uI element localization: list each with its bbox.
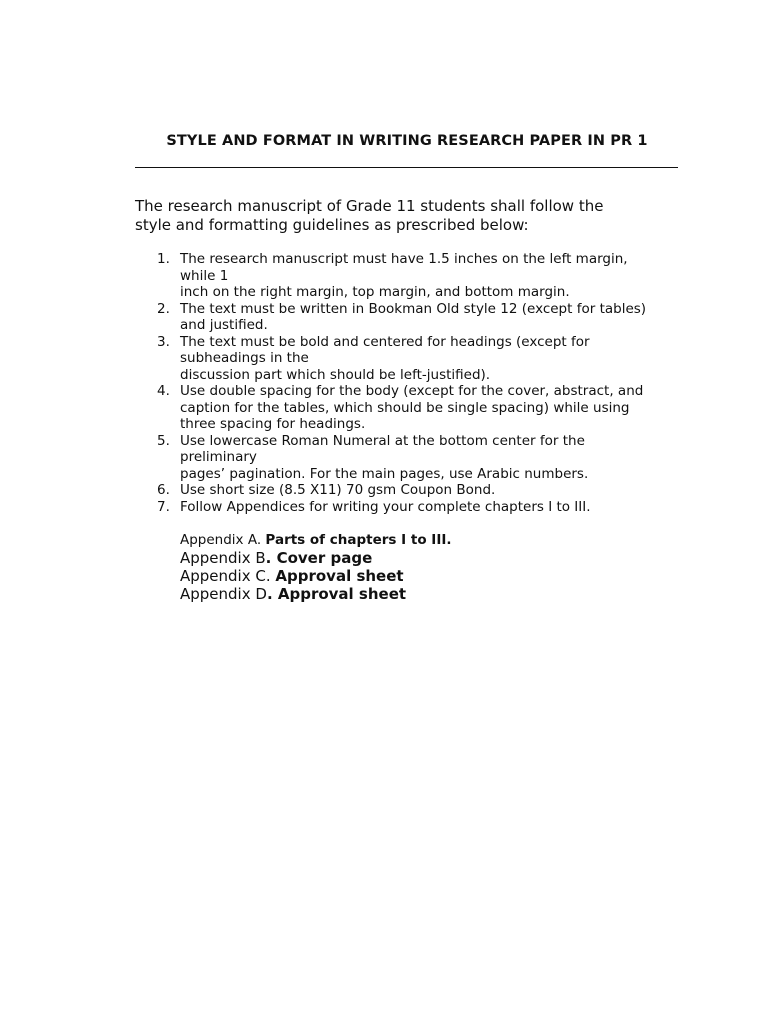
list-item xyxy=(135,334,646,384)
appendix-title: Approval sheet xyxy=(275,567,404,585)
appendix-b xyxy=(180,549,372,567)
appendix-a xyxy=(180,532,452,549)
list-item xyxy=(135,301,646,334)
intro-line: The research manuscript of Grade 11 students shall follow the xyxy=(135,197,604,215)
list-item xyxy=(135,433,646,483)
appendix-prefix: Appendix B xyxy=(180,549,266,567)
list-item-line: pages’ pagination. For the main pages, use Arabic numbers. xyxy=(180,465,589,482)
list-item xyxy=(135,383,646,433)
list-item-line: preliminary xyxy=(180,449,257,465)
list-item-line: and justified. xyxy=(180,317,268,333)
list-item-number: 2. xyxy=(157,300,170,317)
appendix-title: . Approval sheet xyxy=(266,585,407,603)
list-item-line: Use short size (8.5 X11) 70 gsm Coupon Bond. xyxy=(180,482,496,498)
list-item-line: Use lowercase Roman Numeral at the bottom center for the xyxy=(180,432,585,449)
list-item-line: discussion part which should be left-justified). xyxy=(180,366,491,383)
list-item-number: 1. xyxy=(157,251,170,267)
list-item-line: The text must be bold and centered for headings (except for xyxy=(180,333,590,350)
list-item-number: 7. xyxy=(157,498,170,515)
appendix-c xyxy=(180,567,404,585)
list-item-number: 4. xyxy=(157,383,170,399)
list-item xyxy=(135,251,646,301)
list-item-line: three spacing for headings. xyxy=(180,416,366,432)
appendix-prefix: Appendix A. xyxy=(180,532,266,548)
list-item xyxy=(135,482,646,499)
guidelines-list xyxy=(135,251,646,515)
list-item-line: caption for the tables, which should be single spacing) while using xyxy=(180,399,630,416)
intro-line: style and formatting guidelines as prescribed below: xyxy=(135,215,529,234)
list-item-line: The research manuscript must have 1.5 inches on the left margin, xyxy=(180,251,628,267)
list-item-line: Follow Appendices for writing your complete chapters I to III. xyxy=(180,498,591,515)
intro-paragraph xyxy=(135,197,625,234)
list-item-number: 6. xyxy=(157,482,170,498)
document-title: STYLE AND FORMAT IN WRITING RESEARCH PAPER IN PR 1 xyxy=(166,133,648,149)
list-item-number: 3. xyxy=(157,333,170,350)
list-item-line: while 1 xyxy=(180,267,229,284)
title-underline xyxy=(135,167,678,168)
appendix-prefix: Appendix C. xyxy=(180,567,276,585)
list-item-number: 5. xyxy=(157,432,170,449)
list-item-line: Use double spacing for the body (except for the cover, abstract, and xyxy=(180,383,644,399)
appendix-prefix: Appendix D xyxy=(180,585,267,603)
list-item-line: subheadings in the xyxy=(180,350,309,366)
appendix-d xyxy=(180,585,406,603)
list-item-line: inch on the right margin, top margin, and bottom margin. xyxy=(180,284,570,300)
list-item-line: The text must be written in Bookman Old style 12 (except for tables) xyxy=(180,300,647,317)
list-item xyxy=(135,499,646,516)
appendix-title: Parts of chapters I to III. xyxy=(265,532,452,548)
appendix-title: . Cover page xyxy=(265,549,373,567)
